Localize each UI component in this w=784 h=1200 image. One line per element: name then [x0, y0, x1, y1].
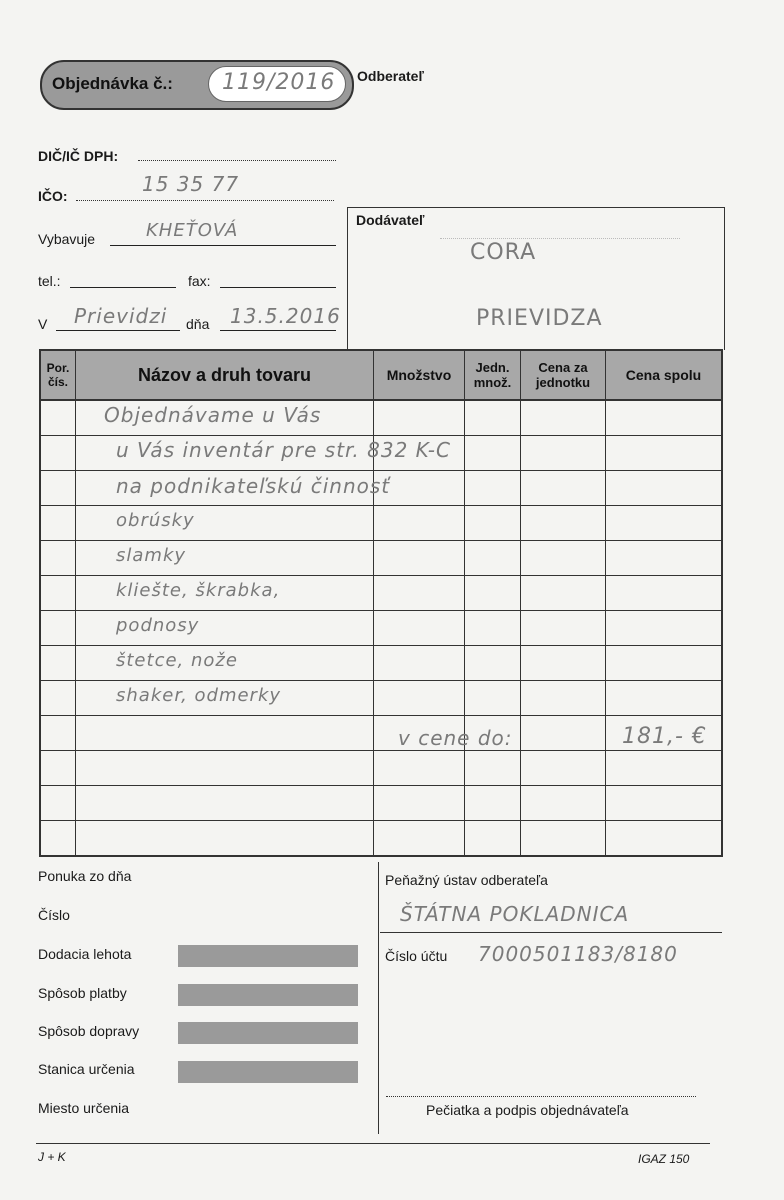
delivery-time-label: Dodacia lehota [38, 946, 132, 962]
number-label: Číslo [38, 907, 70, 923]
tel-label: tel.: [38, 273, 61, 289]
item-row: shaker, odmerky [116, 685, 282, 706]
row-divider [41, 505, 721, 506]
header-unit-price: Cena za jednotku [535, 360, 591, 390]
handled-by-value: KHEŤOVÁ [146, 220, 239, 241]
col-divider [373, 349, 374, 857]
offer-date-label: Ponuka zo dňa [38, 868, 132, 884]
supplier-name: CORA [470, 240, 537, 265]
bank-line [380, 932, 722, 933]
col-divider [520, 349, 521, 857]
row-divider [41, 399, 721, 401]
header-unit: Jedn. množ. [473, 360, 512, 390]
item-row: Objednávame u Vás [104, 403, 322, 427]
handled-by-label: Vybavuje [38, 231, 96, 247]
fax-line [220, 287, 336, 288]
destination-label: Miesto určenia [38, 1100, 130, 1116]
order-number: 119/2016 [222, 70, 336, 95]
date-label: dňa [186, 316, 210, 332]
price-value: 181,- € [622, 724, 707, 749]
row-divider [41, 680, 721, 681]
col-divider [75, 349, 76, 857]
date-value: 13.5.2016 [230, 304, 341, 328]
delivery-time-box [178, 945, 358, 967]
vat-label: DIČ/IČ DPH: [38, 148, 119, 164]
row-divider [41, 540, 721, 541]
bank-value: ŠTÁTNA POKLADNICA [400, 902, 630, 926]
payment-box [178, 984, 358, 1006]
vat-line [138, 160, 336, 161]
item-row: štetce, nože [116, 650, 238, 671]
publisher-mark: J + K [38, 1150, 66, 1164]
price-note: v cene do: [398, 726, 513, 750]
ico-line [76, 200, 334, 201]
row-divider [41, 715, 721, 716]
place-value: Prievidzi [74, 304, 168, 328]
form-code: IGAZ 150 [638, 1152, 690, 1166]
item-row: podnosy [116, 615, 200, 636]
signature-line [386, 1096, 696, 1097]
order-label: Objednávka č.: [52, 74, 173, 93]
place-prefix: V [38, 316, 48, 332]
row-divider [41, 785, 721, 786]
account-value: 7000501183/8180 [478, 942, 678, 966]
item-row: na podnikateľskú činnosť [116, 474, 391, 498]
item-row: u Vás inventár pre str. 832 K-C [116, 438, 451, 462]
col-divider [605, 349, 606, 857]
customer-label: Odberateľ [357, 68, 424, 84]
header-total: Cena spolu [625, 367, 702, 383]
row-divider [41, 645, 721, 646]
header-name: Názov a druh tovaru [137, 364, 312, 385]
supplier-city: PRIEVIDZA [476, 306, 603, 331]
row-divider [41, 470, 721, 471]
bank-label: Peňažný ústav odberateľa [385, 872, 548, 888]
supplier-line-1 [440, 238, 680, 239]
transport-box [178, 1022, 358, 1044]
row-divider [41, 750, 721, 751]
date-line [220, 330, 336, 331]
ico-label: IČO: [38, 188, 68, 204]
station-label: Stanica určenia [38, 1061, 135, 1077]
header-no: Por. čís. [46, 361, 70, 389]
row-divider [41, 610, 721, 611]
row-divider [41, 820, 721, 821]
row-divider [41, 575, 721, 576]
ico-value: 15 35 77 [142, 172, 240, 196]
signature-label: Pečiatka a podpis objednávateľa [426, 1102, 629, 1118]
payment-label: Spôsob platby [38, 985, 127, 1001]
col-divider [464, 349, 465, 857]
handled-by-line [110, 245, 336, 246]
header-qty: Množstvo [386, 367, 452, 383]
row-divider [41, 435, 721, 436]
item-row: slamky [116, 545, 187, 566]
station-box [178, 1061, 358, 1083]
place-line [56, 330, 180, 331]
fax-label: fax: [188, 273, 211, 289]
account-label: Číslo účtu [385, 948, 448, 964]
item-row: obrúsky [116, 510, 195, 531]
footer-divider [378, 862, 379, 1134]
transport-label: Spôsob dopravy [38, 1023, 140, 1039]
tel-line [70, 287, 176, 288]
bottom-rule [36, 1143, 710, 1144]
supplier-label: Dodávateľ [356, 212, 425, 228]
item-row: kliešte, škrabka, [116, 580, 281, 601]
